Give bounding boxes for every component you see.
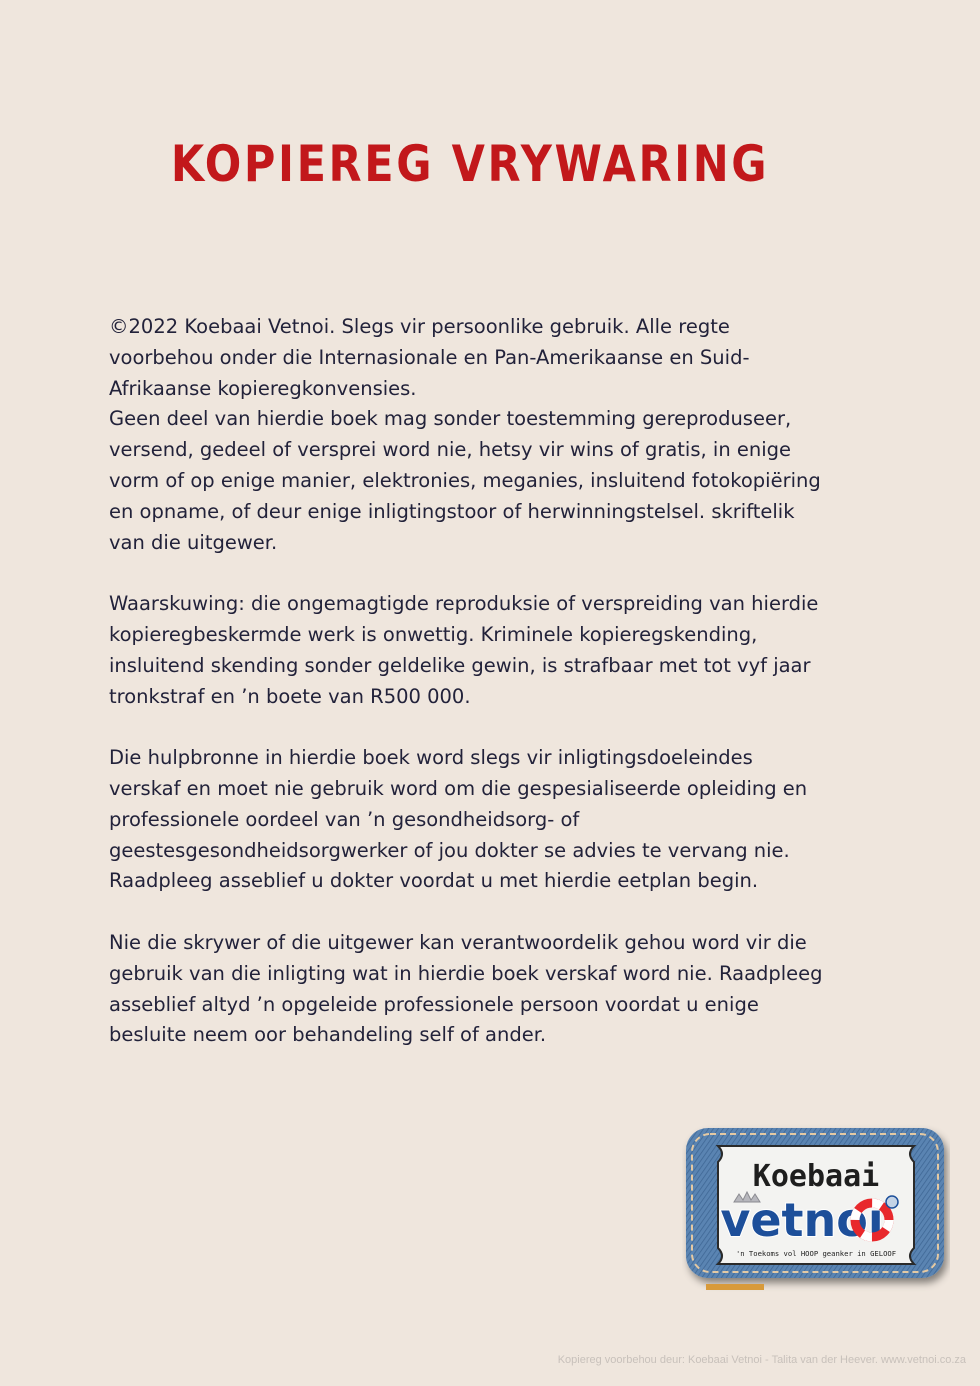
text-line: tronkstraf en ’n boete van R500 000. (109, 684, 471, 708)
text-line: versend, gedeel of versprei word nie, hetsy vir wins of gratis, in enige (109, 438, 792, 462)
logo-word-koebaai: Koebaai (752, 1159, 880, 1194)
paragraph (109, 589, 909, 712)
logo-word-vetnoi: vetnoi (720, 1193, 884, 1247)
koebaai-vetnoi-logo (682, 1124, 950, 1294)
text-line: Geen deel van hierdie boek mag sonder toestemming gereproduseer, (109, 407, 792, 431)
text-line: verskaf en moet nie gebruik word om die gespesialiseerde opleiding en (109, 776, 808, 800)
paragraph (109, 312, 909, 558)
text-line: Waarskuwing: die ongemagtigde reproduksie of verspreiding van hierdie (109, 592, 819, 616)
paragraph (109, 928, 909, 1051)
text-line: Nie die skrywer of die uitgewer kan verantwoordelik gehou word vir die (109, 930, 807, 954)
text-line: asseblief altyd ’n opgeleide professionele persoon voordat u enige (109, 992, 759, 1016)
text-line: vorm of op enige manier, elektronies, meganies, insluitend fotokopiëring (109, 468, 821, 492)
text-line: en opname, of deur enige inligtingstoor of herwinningstelsel. skriftelik (109, 499, 795, 523)
text-line: kopieregbeskermde werk is onwettig. Kriminele kopieregskending, (109, 622, 758, 646)
disclaimer-body (109, 312, 909, 1082)
text-line: Die hulpbronne in hierdie boek word slegs vir inligtingsdoeleindes (109, 746, 753, 770)
page-title: KOPIEREG VRYWARING (170, 135, 770, 193)
text-line: besluite neem oor behandeling self of ander. (109, 1023, 547, 1047)
text-line: insluitend skending sonder geldelike gewin, is strafbaar met tot vyf jaar (109, 653, 811, 677)
footer-copyright: Kopiereg voorbehou deur: Koebaai Vetnoi - Talita van der Heever. www.vetnoi.co.za (557, 1354, 966, 1366)
text-line: geestesgesondheidsorgwerker of jou dokter se advies te vervang nie. (109, 838, 790, 862)
logo-tagline: 'n Toekoms vol HOOP geanker in GELOOF (735, 1249, 897, 1258)
text-line: Afrikaanse kopieregkonvensies. (109, 376, 417, 400)
text-line: Raadpleeg asseblief u dokter voordat u met hierdie eetplan begin. (109, 869, 759, 893)
paragraph (109, 743, 909, 897)
text-line: van die uitgewer. (109, 530, 278, 554)
text-line: ©2022 Koebaai Vetnoi. Slegs vir persoonlike gebruik. Alle regte (109, 315, 730, 338)
text-line: gebruik van die inligting wat in hierdie boek verskaf word nie. Raadpleeg (109, 961, 823, 985)
text-line: voorbehou onder die Internasionale en Pan-Amerikaanse en Suid- (109, 345, 750, 369)
text-line: professionele oordeel van ’n gesondheidsorg- of (109, 807, 580, 831)
